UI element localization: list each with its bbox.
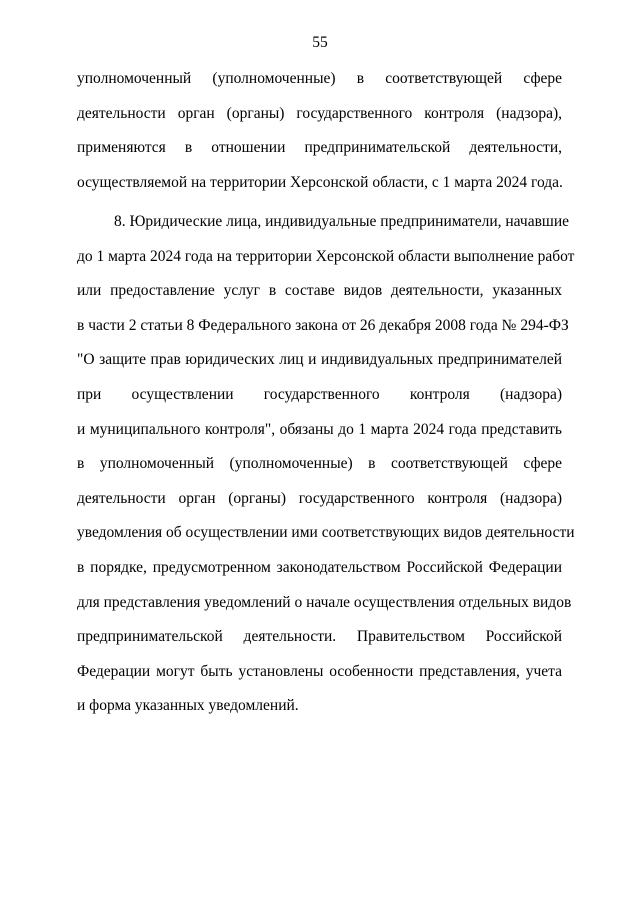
text-line: "О защите прав юридических лиц и индивидуальных предпринимателей xyxy=(77,351,562,369)
text-line: осуществляемой на территории Херсонской области, с 1 марта 2024 года. xyxy=(77,173,563,191)
text-line: уведомления об осуществлении ими соответствующих видов деятельности xyxy=(77,524,575,542)
text-line: до 1 марта 2024 года на территории Херсонской области выполнение работ xyxy=(77,247,575,265)
text-line: Федерации могут быть установлены особенности представления, учета xyxy=(77,662,562,680)
page-number: 55 xyxy=(312,34,328,51)
text-line: в порядке, предусмотренном законодательством Российской Федерации xyxy=(77,558,562,576)
paragraph-continuation xyxy=(77,70,562,208)
text-line: в части 2 статьи 8 Федерального закона от 26 декабря 2008 года № 294-ФЗ xyxy=(77,316,569,334)
text-line: или предоставление услуг в составе видов деятельности, указанных xyxy=(77,282,562,300)
text-line: уполномоченный (уполномоченные) в соответствующей сфере xyxy=(77,70,562,87)
text-line: 8. Юридические лица, индивидуальные предприниматели, начавшие xyxy=(114,213,570,230)
text-line: для представления уведомлений о начале осуществления отдельных видов xyxy=(77,593,572,611)
text-line: применяются в отношении предпринимательской деятельности, xyxy=(77,139,562,157)
text-line: предпринимательской деятельности. Правительством Российской xyxy=(77,628,562,646)
text-line: деятельности орган (органы) государственного контроля (надзора) xyxy=(77,489,562,507)
paragraph-8 xyxy=(77,213,575,732)
text-line: деятельности орган (органы) государственного контроля (надзора), xyxy=(77,104,562,122)
text-line: и форма указанных уведомлений. xyxy=(77,697,299,715)
text-line: в уполномоченный (уполномоченные) в соответствующей сфере xyxy=(77,455,562,473)
text-line: при осуществлении государственного контроля (надзора) xyxy=(77,385,562,403)
text-line: и муниципального контроля", обязаны до 1 марта 2024 года представить xyxy=(77,420,562,438)
